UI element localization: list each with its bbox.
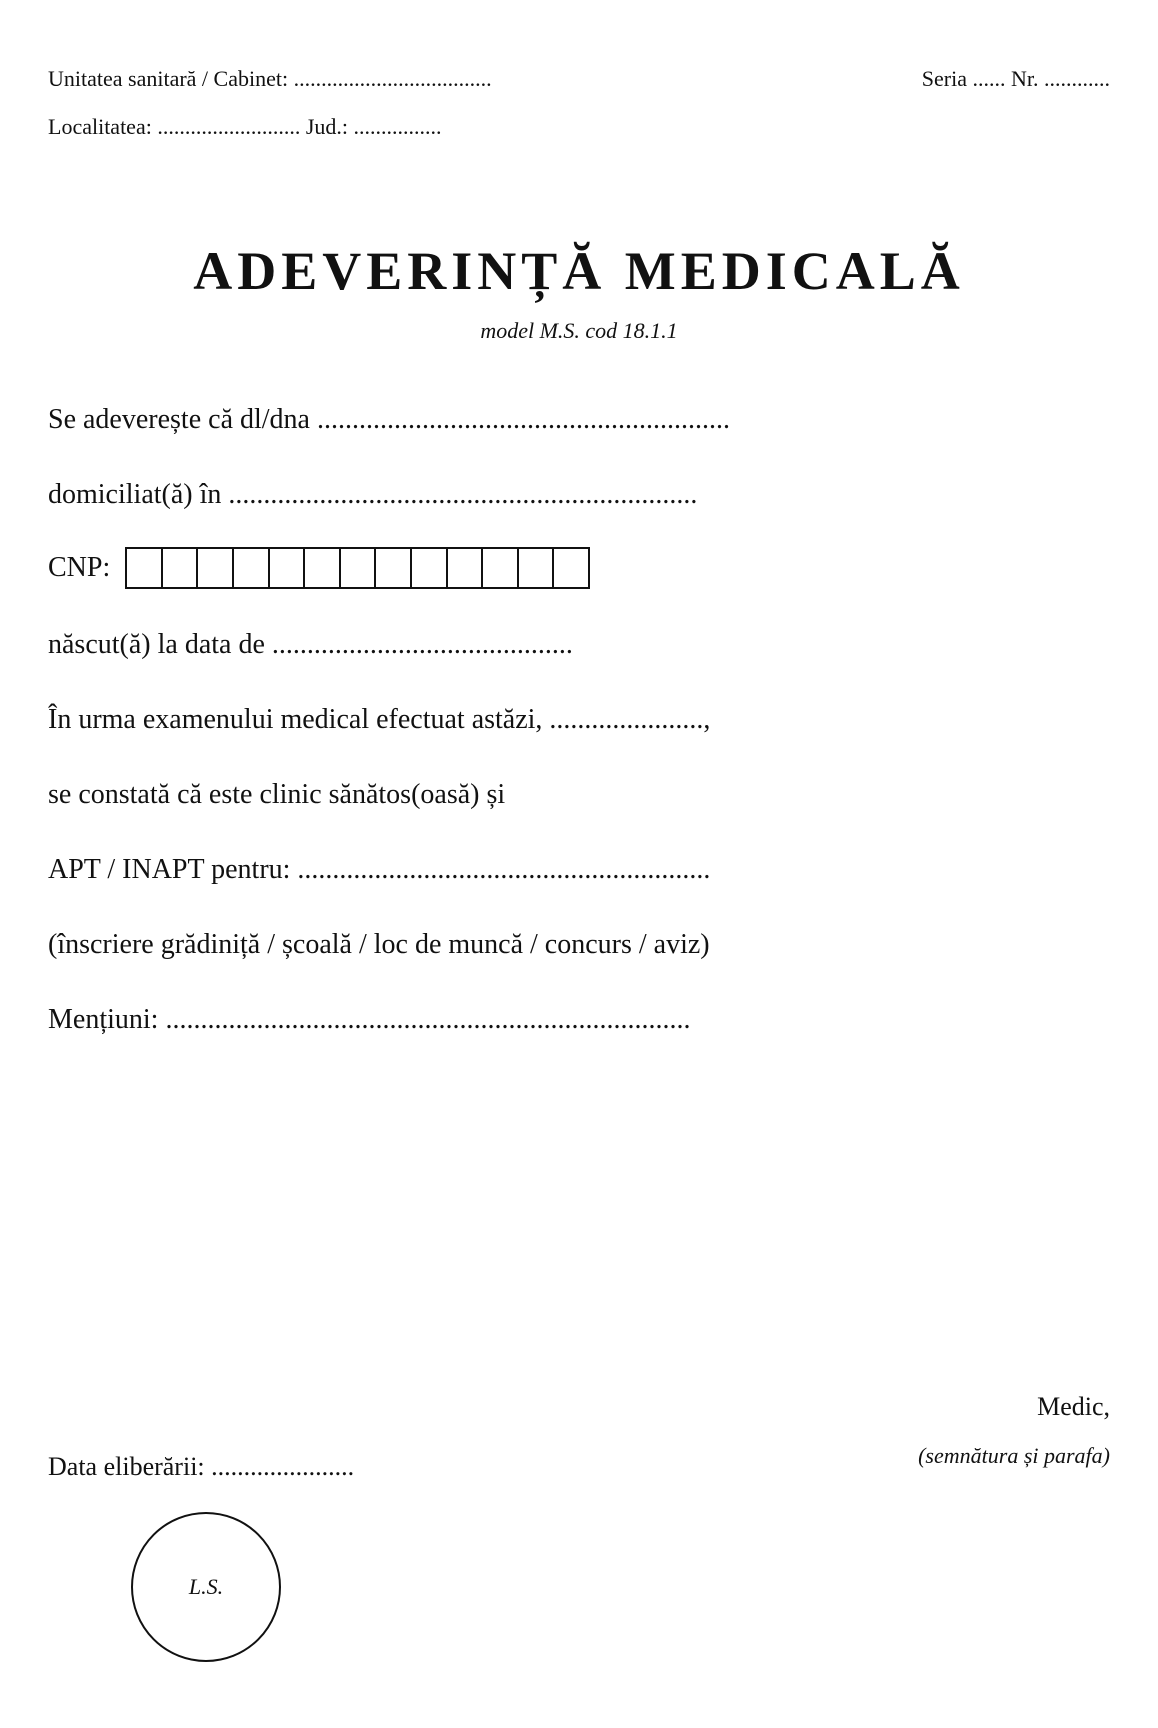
cnp-digit-box: [198, 547, 234, 589]
cnp-digit-box: [554, 547, 590, 589]
cnp-boxes: [125, 547, 590, 589]
mentions-field: Mențiuni: ...........................................................................: [48, 1004, 691, 1035]
issue-date-field: Data eliberării: ......................: [48, 1452, 355, 1481]
cnp-digit-box: [448, 547, 484, 589]
cnp-digit-box: [519, 547, 555, 589]
birth-date-field: născut(ă) la data de ...........................................: [48, 629, 573, 660]
apt-inapt-field: APT / INAPT pentru: ...........................................................: [48, 854, 711, 885]
cnp-digit-box: [412, 547, 448, 589]
signature-label: (semnătura și parafa): [918, 1443, 1110, 1468]
purpose-options: (înscriere grădiniță / școală / loc de muncă / concurs / aviz): [48, 929, 710, 960]
cnp-digit-box: [163, 547, 199, 589]
cnp-row: [48, 547, 590, 589]
cnp-digit-box: [270, 547, 306, 589]
stamp-label: L.S.: [188, 1574, 224, 1599]
health-status-line: se constată că este clinic sănătos(oasă) și: [48, 779, 506, 810]
address-field: domiciliat(ă) în ...................................................................: [48, 479, 698, 510]
unit-field: Unitatea sanitară / Cabinet: ....................................: [48, 66, 492, 91]
medic-label: Medic,: [1037, 1392, 1110, 1421]
stamp-circle: [131, 1512, 281, 1662]
cnp-digit-box: [341, 547, 377, 589]
document-title: ADEVERINȚĂ MEDICALĂ: [193, 241, 965, 301]
name-field: Se adeverește că dl/dna ...........................................................: [48, 404, 730, 435]
exam-date-line: În urma examenului medical efectuat astăzi, ......................,: [48, 704, 711, 735]
cnp-digit-box: [483, 547, 519, 589]
series-number-field: Seria ...... Nr. ............: [921, 66, 1110, 91]
cnp-digit-box: [305, 547, 341, 589]
cnp-digit-box: [127, 547, 163, 589]
cnp-label: CNP:: [48, 552, 111, 583]
cnp-digit-box: [376, 547, 412, 589]
locality-field: Localitatea: .......................... Jud.: ................: [48, 114, 442, 139]
cnp-digit-box: [234, 547, 270, 589]
document-model-code: model M.S. cod 18.1.1: [480, 318, 678, 343]
